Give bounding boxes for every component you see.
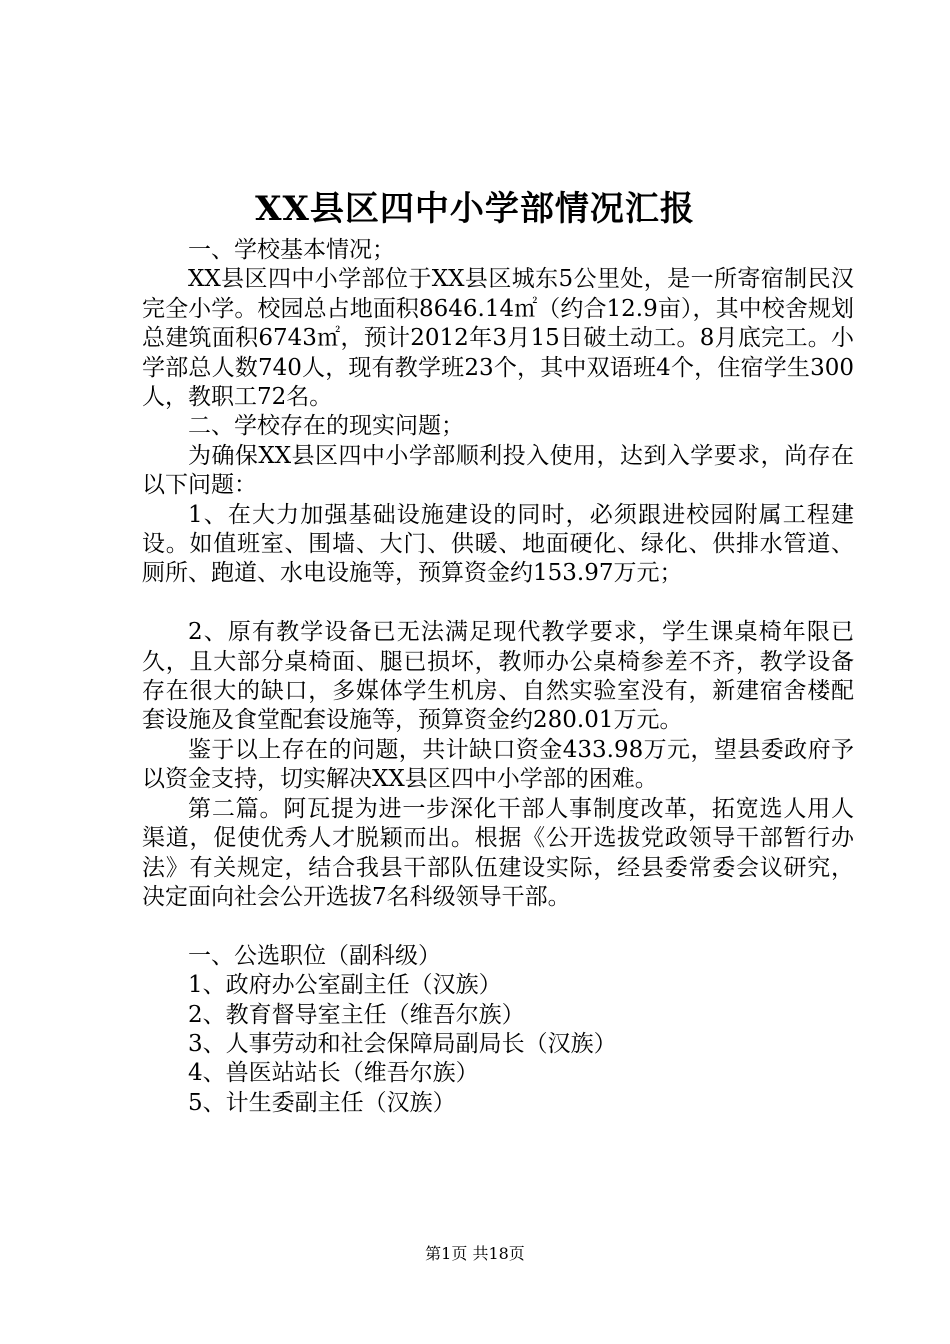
list-item: 4、兽医站站长（维吾尔族）	[188, 1060, 479, 1087]
section-heading: 一、公选职位（副科级）	[188, 942, 441, 969]
list-item: 2、教育督导室主任（维吾尔族）	[188, 1001, 525, 1028]
paragraph: 为确保XX县区四中小学部顺利投入使用，达到入学要求，尚存在以下问题：	[142, 442, 854, 499]
paragraph: XX县区四中小学部位于XX县区城东5公里处，是一所寄宿制民汉完全小学。校园总占地面积8646.14㎡（约合12.9亩），其中校舍规划总建筑面积6743㎡，预计2012年3月15日破土动工。8月底完工。小学部总人数740人，现有教学班23个，其中双语班4个，住宿学生300人，教职工72名。	[142, 266, 854, 411]
paragraph: 2、原有教学设备已无法满足现代教学要求，学生课桌椅年限已久，且大部分桌椅面、腿已损坏，教师办公桌椅参差不齐，教学设备存在很大的缺口，多媒体学生机房、自然实验室没有，新建宿舍楼配套设施及食堂配套设施等，预算资金约280.01万元。	[142, 619, 854, 734]
paragraph: 1、在大力加强基础设施建设的同时，必须跟进校园附属工程建设。如值班室、围墙、大门、供暖、地面硬化、绿化、供排水管道、厕所、跑道、水电设施等，预算资金约153.97万元；	[142, 501, 854, 587]
document-title: XX县区四中小学部情况汇报	[255, 189, 695, 229]
list-item: 5、计生委副主任（汉族）	[188, 1089, 456, 1116]
list-item: 1、政府办公室副主任（汉族）	[188, 972, 502, 999]
paragraph-spacer	[142, 589, 854, 618]
page-footer: 第1页 共18页	[425, 1244, 525, 1263]
paragraph: 鉴于以上存在的问题，共计缺口资金433.98万元，望县委政府予以资金支持，切实解决XX县区四中小学部的困难。	[142, 736, 854, 793]
list-item: 3、人事劳动和社会保障局副局长（汉族）	[188, 1030, 617, 1057]
section-heading: 二、学校存在的现实问题；	[188, 413, 464, 440]
paragraph-spacer	[142, 912, 854, 941]
document-body	[142, 236, 854, 1118]
section-heading: 一、学校基本情况；	[188, 237, 395, 263]
paragraph: 第二篇。阿瓦提为进一步深化干部人事制度改革，拓宽选人用人渠道，促使优秀人才脱颖而出。根据《公开选拔党政领导干部暂行办法》有关规定，结合我县干部队伍建设实际，经县委常委会议研究，决定面向社会公开选拔7名科级领导干部。	[142, 795, 854, 910]
